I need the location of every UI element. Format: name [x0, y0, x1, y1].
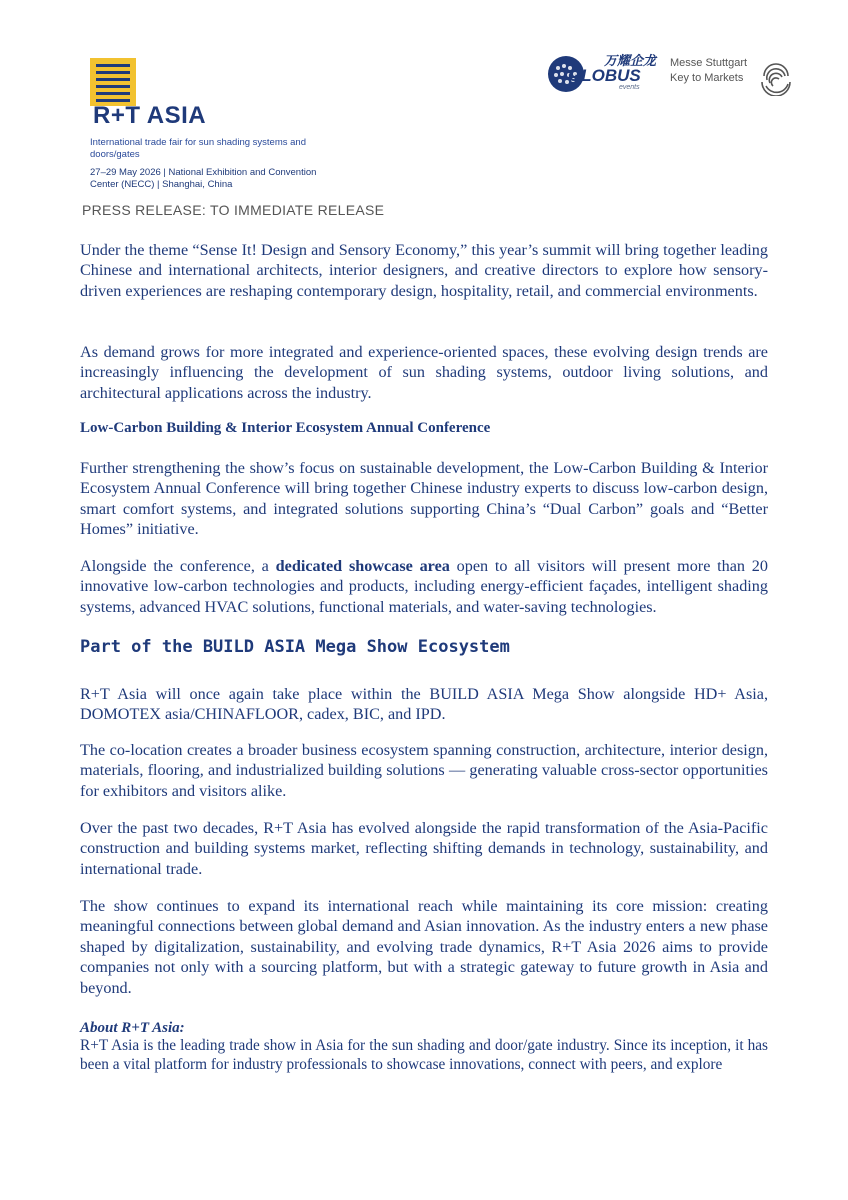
rt-asia-logo-icon [90, 58, 136, 106]
subheading-low-carbon-conference: Low-Carbon Building & Interior Ecosystem Annual Conference [80, 420, 491, 436]
rt-asia-logo-text: R+T ASIA [93, 102, 207, 129]
paragraph-two-decades: Over the past two decades, R+T Asia has evolved alongside the rapid transformation of the Asia-Pacific construction and building systems market, reflecting shifting demands in technology, sustainability, and international trade. [80, 819, 768, 878]
paragraph-design-trends: As demand grows for more integrated and experience-oriented spaces, these evolving design trends are increasingly influencing the development of sun shading systems, outdoor living solutions, and architectural applications across the industry. [80, 343, 768, 402]
messe-stuttgart-slogan: Key to Markets [670, 72, 744, 84]
messe-fingerprint-icon [756, 56, 796, 96]
about-heading: About R+T Asia: [80, 1020, 185, 1036]
globus-chinese-name: 万耀企龙 [604, 54, 657, 69]
paragraph-summit-theme: Under the theme “Sense It! Design and Sensory Economy,” this year’s summit will bring together leading Chinese and international architects, interior designers, and creative directors to explore how sensory-driven experiences are reshaping contemporary design, hospitality, retail, and commercial environments. [80, 241, 768, 300]
press-release-label: PRESS RELEASE: TO IMMEDIATE RELEASE [82, 202, 385, 218]
fair-tagline: International trade fair for sun shading systems and doors/gates [90, 137, 306, 160]
globus-name: GLOBUS [568, 66, 641, 85]
paragraph-showcase-area [80, 556, 768, 617]
date-venue: 27–29 May 2026 | National Exhibition and Convention Center (NECC) | Shanghai, China [90, 167, 317, 190]
messe-stuttgart-name: Messe Stuttgart [670, 57, 748, 69]
section-heading-build-asia: Part of the BUILD ASIA Mega Show Ecosystem [80, 637, 510, 657]
showcase-text-pre: Alongside the conference, a [80, 557, 276, 575]
paragraph-low-carbon-conference: Further strengthening the show’s focus on sustainable development, the Low-Carbon Building & Interior Ecosystem Annual Conference will bring together Chinese industry experts to discuss low-carbon design, smart comfort systems, and integrated solutions supporting China’s “Dual Carbon” goals and “Better Homes” initiative. [80, 459, 768, 539]
paragraph-international-reach: The show continues to expand its international reach while maintaining its core mission: creating meaningful connections between global demand and Asian innovation. As the industry enters a new phase shaped by digitalization, sustainability, and evolving trade dynamics, R+T Asia 2026 aims to provide companies not only with a sourcing platform, but with a strategic gateway to future growth in Asia and beyond. [80, 897, 768, 997]
about-paragraph: R+T Asia is the leading trade show in Asia for the sun shading and door/gate industry. Since its inception, it has been a vital platform for industry professionals to showcase innovations, connect with peers, and explore [80, 1037, 768, 1073]
globus-sub: events [619, 84, 640, 91]
paragraph-co-location: The co-location creates a broader business ecosystem spanning construction, architecture, interior design, materials, flooring, and industrialized building solutions — generating valuable cross-sector opportunities for exhibitors and visitors alike. [80, 741, 768, 800]
showcase-bold-text: dedicated showcase area [275, 557, 450, 575]
showcase-text-post: open to all visitors will present more than 20 innovative low-carbon technologies and products, including energy-efficient façades, intelligent shading systems, advanced HVAC solutions, functional materials, and water-saving technologies. [80, 557, 768, 616]
paragraph-build-asia: R+T Asia will once again take place within the BUILD ASIA Mega Show alongside HD+ Asia, DOMOTEX asia/CHINAFLOOR, cadex, BIC, and IPD. [80, 685, 768, 724]
